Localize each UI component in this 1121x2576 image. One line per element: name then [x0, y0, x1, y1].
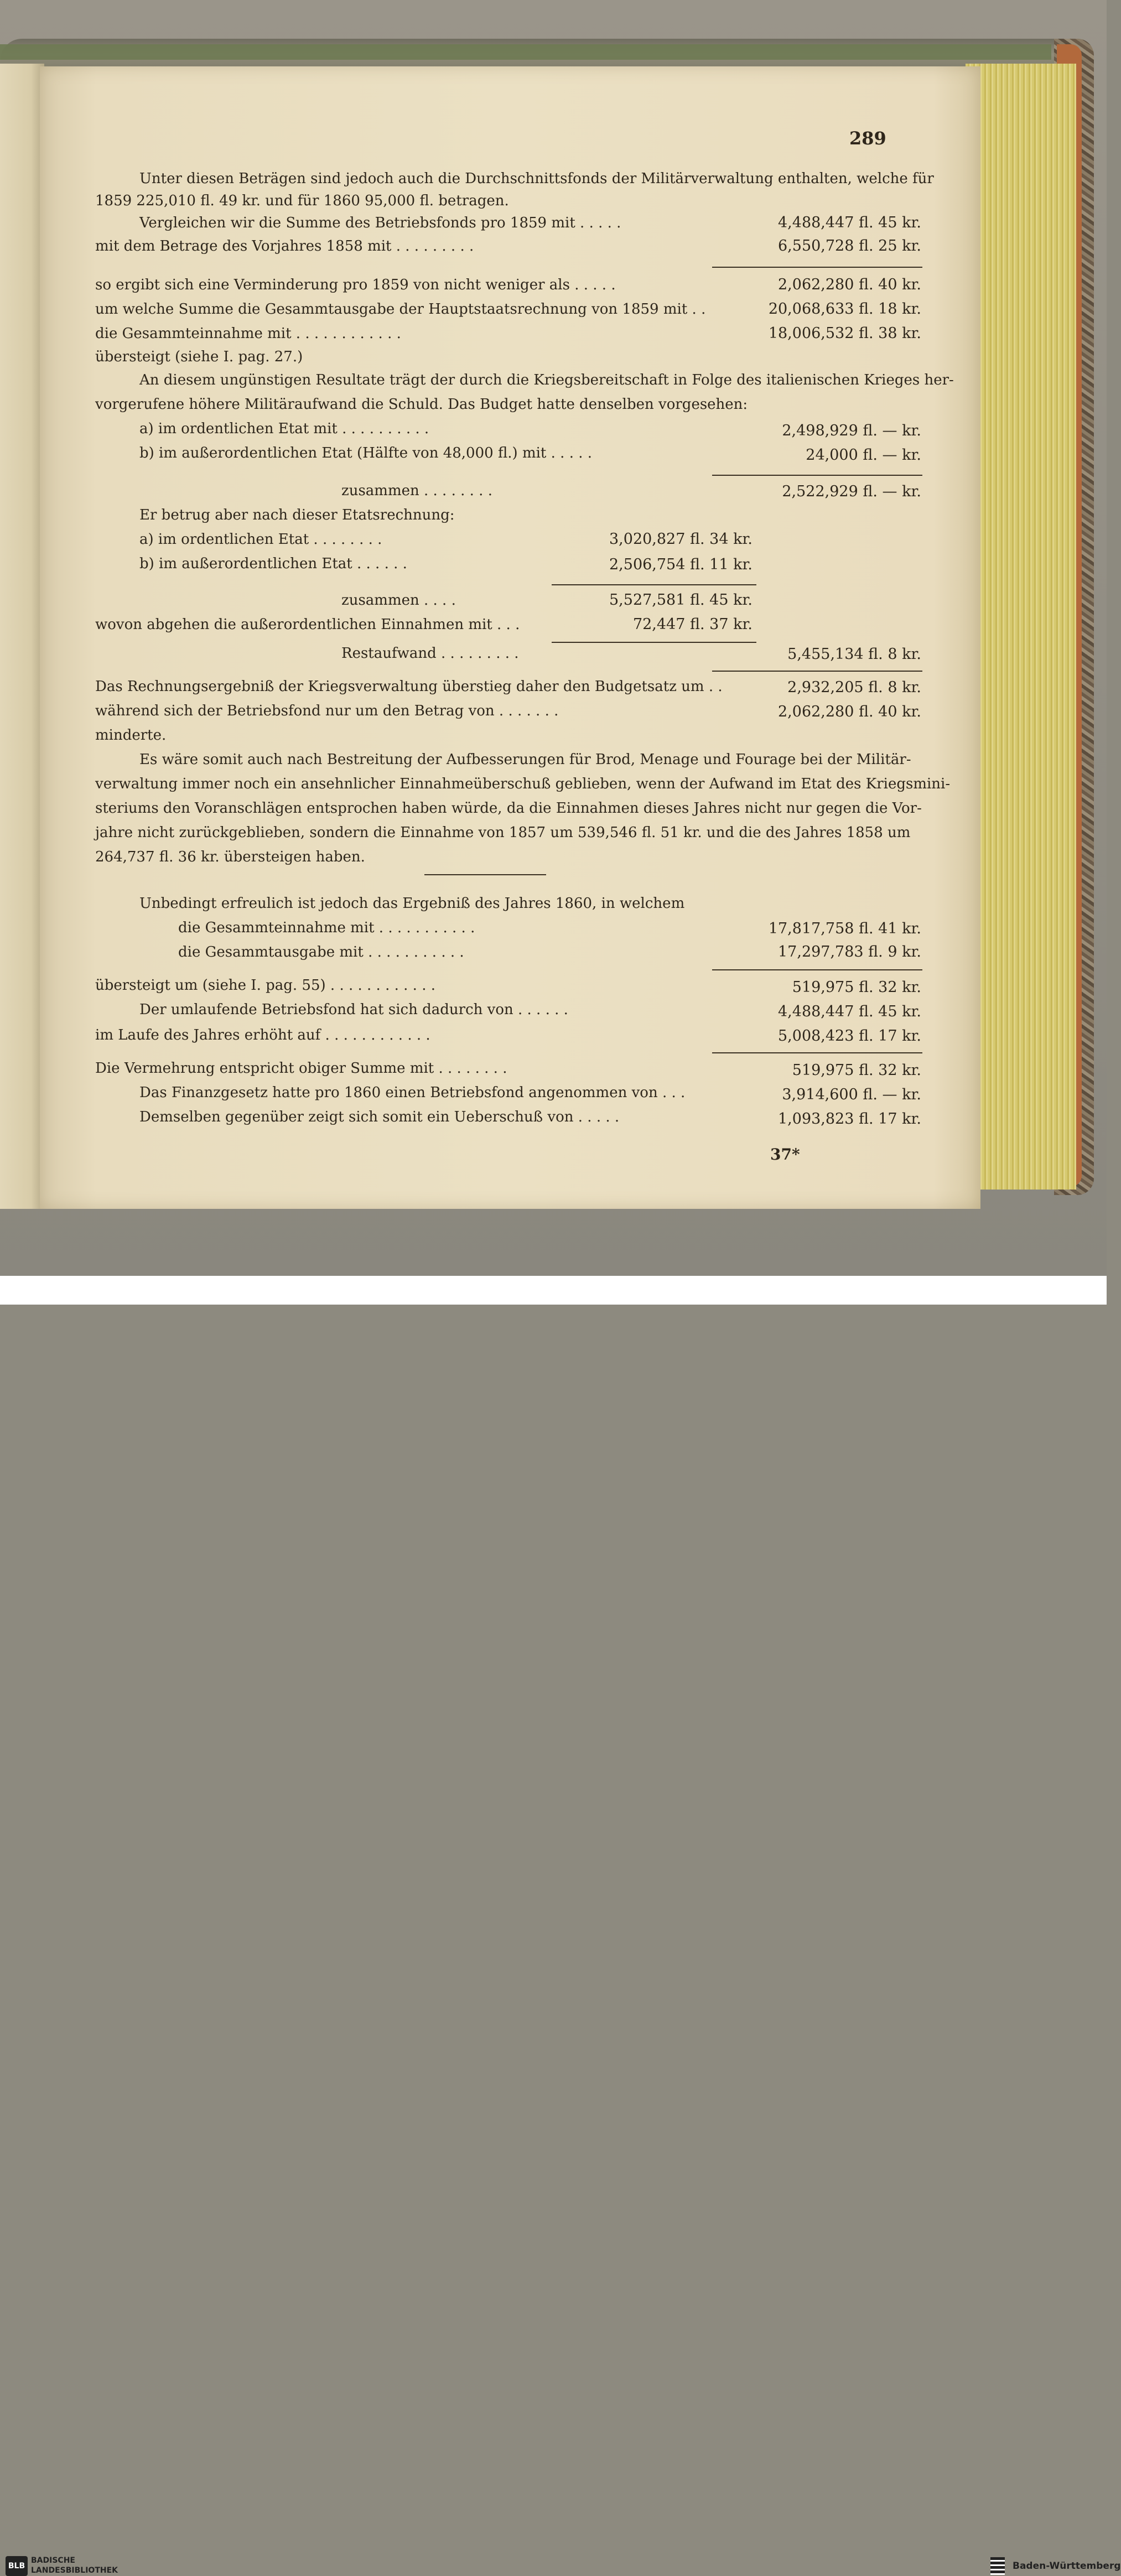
text-line-27: 264,737 fl. 36 kr. übersteigen haben.	[95, 849, 365, 865]
text-line-10: vorgerufene höhere Militäraufwand die Schuld. Das Budget hatte denselben vorgesehen:	[95, 396, 748, 413]
text-line-13: zusammen . . . . . . . .	[341, 482, 492, 499]
amount-3: 4,488,447 fl. 45 kr.	[778, 214, 921, 231]
text-line-2: 1859 225,010 fl. 49 kr. und für 1860 95,000 fl. betragen.	[95, 193, 509, 209]
text-line-22: minderte.	[95, 727, 167, 744]
amount-34: 519,975 fl. 32 kr.	[792, 1062, 921, 1079]
text-line-26: jahre nicht zurückgeblieben, sondern die Einnahme von 1857 um 539,546 fl. 51 kr. und die des Jahres 1858 um	[95, 824, 911, 841]
text-line-29: die Gesammteinnahme mit . . . . . . . . . . .	[178, 920, 475, 936]
amount-13: 2,522,929 fl. — kr.	[782, 483, 921, 500]
sum-rule	[712, 671, 922, 672]
text-line-24: verwaltung immer noch ein ansehnlicher Einnahmeüberschuß geblieben, wenn der Aufwand im Etat des Kriegsmini-	[95, 776, 951, 792]
amount-5: 2,062,280 fl. 40 kr.	[778, 276, 921, 293]
text-line-21: während sich der Betriebsfond nur um den Betrag von . . . . . . .	[95, 703, 559, 719]
left-page-edge	[0, 64, 44, 1209]
page-signature: 37*	[770, 1145, 800, 1164]
book-cover-band	[0, 44, 1051, 60]
text-line-30: die Gesammtausgabe mit . . . . . . . . . . .	[178, 944, 464, 960]
amount-6: 20,068,633 fl. 18 kr.	[768, 300, 921, 318]
baden-wuerttemberg-lion-icon	[990, 2557, 1005, 2575]
amount-33: 5,008,423 fl. 17 kr.	[778, 1027, 921, 1045]
text-line-33: im Laufe des Jahres erhöht auf . . . . . . . . . . . .	[95, 1027, 430, 1043]
text-line-17: zusammen . . . .	[341, 592, 456, 609]
amount-15: 3,020,827 fl. 34 kr.	[609, 531, 752, 548]
sum-rule	[712, 1052, 922, 1053]
library-name	[31, 2556, 118, 2575]
library-name-line2: LANDESBIBLIOTHEK	[31, 2566, 118, 2575]
amount-29: 17,817,758 fl. 41 kr.	[768, 920, 921, 937]
amount-30: 17,297,783 fl. 9 kr.	[778, 943, 921, 960]
sum-rule	[552, 584, 756, 585]
page-number: 289	[849, 128, 886, 149]
amount-32: 4,488,447 fl. 45 kr.	[778, 1003, 921, 1020]
amount-16: 2,506,754 fl. 11 kr.	[609, 556, 752, 573]
text-line-20: Das Rechnungsergebniß der Kriegsverwaltung überstieg daher den Budgetsatz um . .	[95, 678, 723, 695]
text-line-5: so ergibt sich eine Verminderung pro 1859 von nicht weniger als . . . . .	[95, 277, 616, 293]
text-line-18: wovon abgehen die außerordentlichen Einnahmen mit . . .	[95, 616, 520, 633]
amount-11: 2,498,929 fl. — kr.	[782, 422, 921, 439]
amount-35: 3,914,600 fl. — kr.	[782, 1086, 921, 1103]
library-name-line1: BADISCHE	[31, 2556, 75, 2565]
text-line-1: Unter diesen Beträgen sind jedoch auch die Durchschnittsfonds der Militärverwaltung enthalten, welche für	[139, 170, 934, 187]
scan-background	[0, 0, 1107, 1276]
text-line-23: Es wäre somit auch nach Bestreitung der Aufbesserungen für Brod, Menage und Fourage bei der Militär-	[139, 751, 911, 768]
sum-rule	[712, 969, 922, 970]
sum-rule	[552, 642, 756, 643]
text-line-35: Das Finanzgesetz hatte pro 1860 einen Betriebsfond angenommen von . . .	[139, 1084, 686, 1101]
amount-4: 6,550,728 fl. 25 kr.	[778, 237, 921, 255]
page-edges	[966, 64, 1076, 1190]
footer-bar	[0, 1276, 1121, 2575]
text-line-15: a) im ordentlichen Etat . . . . . . . .	[139, 531, 382, 548]
text-line-36: Demselben gegenüber zeigt sich somit ein Ueberschuß von . . . . .	[139, 1109, 620, 1125]
text-line-11: a) im ordentlichen Etat mit . . . . . . . . . .	[139, 420, 429, 437]
amount-21: 2,062,280 fl. 40 kr.	[778, 703, 921, 720]
text-line-28: Unbedingt erfreulich ist jedoch das Ergebniß des Jahres 1860, in welchem	[139, 895, 685, 912]
text-line-31: übersteigt um (siehe I. pag. 55) . . . . . . . . . . . .	[95, 977, 435, 994]
state-name: Baden-Württemberg	[1013, 2561, 1121, 2572]
sum-rule	[712, 475, 922, 476]
text-line-34: Die Vermehrung entspricht obiger Summe mit . . . . . . . .	[95, 1060, 507, 1077]
text-line-8: übersteigt (siehe I. pag. 27.)	[95, 349, 303, 365]
text-line-6: um welche Summe die Gesammtausgabe der Hauptstaatsrechnung von 1859 mit . .	[95, 301, 706, 318]
amount-31: 519,975 fl. 32 kr.	[792, 979, 921, 996]
text-line-7: die Gesammteinnahme mit . . . . . . . . . . . .	[95, 325, 401, 342]
amount-20: 2,932,205 fl. 8 kr.	[787, 679, 921, 696]
text-line-19: Restaufwand . . . . . . . . .	[341, 645, 519, 662]
text-line-4: mit dem Betrage des Vorjahres 1858 mit . . . . . . . . .	[95, 238, 474, 255]
text-line-9: An diesem ungünstigen Resultate trägt der durch die Kriegsbereitschaft in Folge des italienischen Krieges her-	[139, 372, 954, 388]
text-line-3: Vergleichen wir die Summe des Betriebsfonds pro 1859 mit . . . . .	[139, 215, 621, 231]
text-line-12: b) im außerordentlichen Etat (Hälfte von 48,000 fl.) mit . . . . .	[139, 445, 593, 461]
amount-19: 5,455,134 fl. 8 kr.	[787, 646, 921, 663]
amount-18: 72,447 fl. 37 kr.	[632, 616, 752, 633]
amount-36: 1,093,823 fl. 17 kr.	[778, 1110, 921, 1128]
amount-7: 18,006,532 fl. 38 kr.	[768, 325, 921, 342]
section-divider	[424, 874, 546, 875]
sum-rule	[712, 267, 922, 268]
book-page	[40, 66, 980, 1209]
text-line-32: Der umlaufende Betriebsfond hat sich dadurch von . . . . . .	[139, 1001, 568, 1018]
text-line-25: steriums den Voranschlägen entsprochen haben würde, da die Einnahmen dieses Jahres nicht nur gegen die Vor-	[95, 800, 922, 817]
text-line-14: Er betrug aber nach dieser Etatsrechnung:	[139, 507, 455, 523]
text-line-16: b) im außerordentlichen Etat . . . . . .	[139, 555, 407, 572]
blb-logo-icon: BLB	[6, 2556, 28, 2576]
amount-12: 24,000 fl. — kr.	[806, 446, 921, 464]
amount-17: 5,527,581 fl. 45 kr.	[609, 591, 752, 609]
